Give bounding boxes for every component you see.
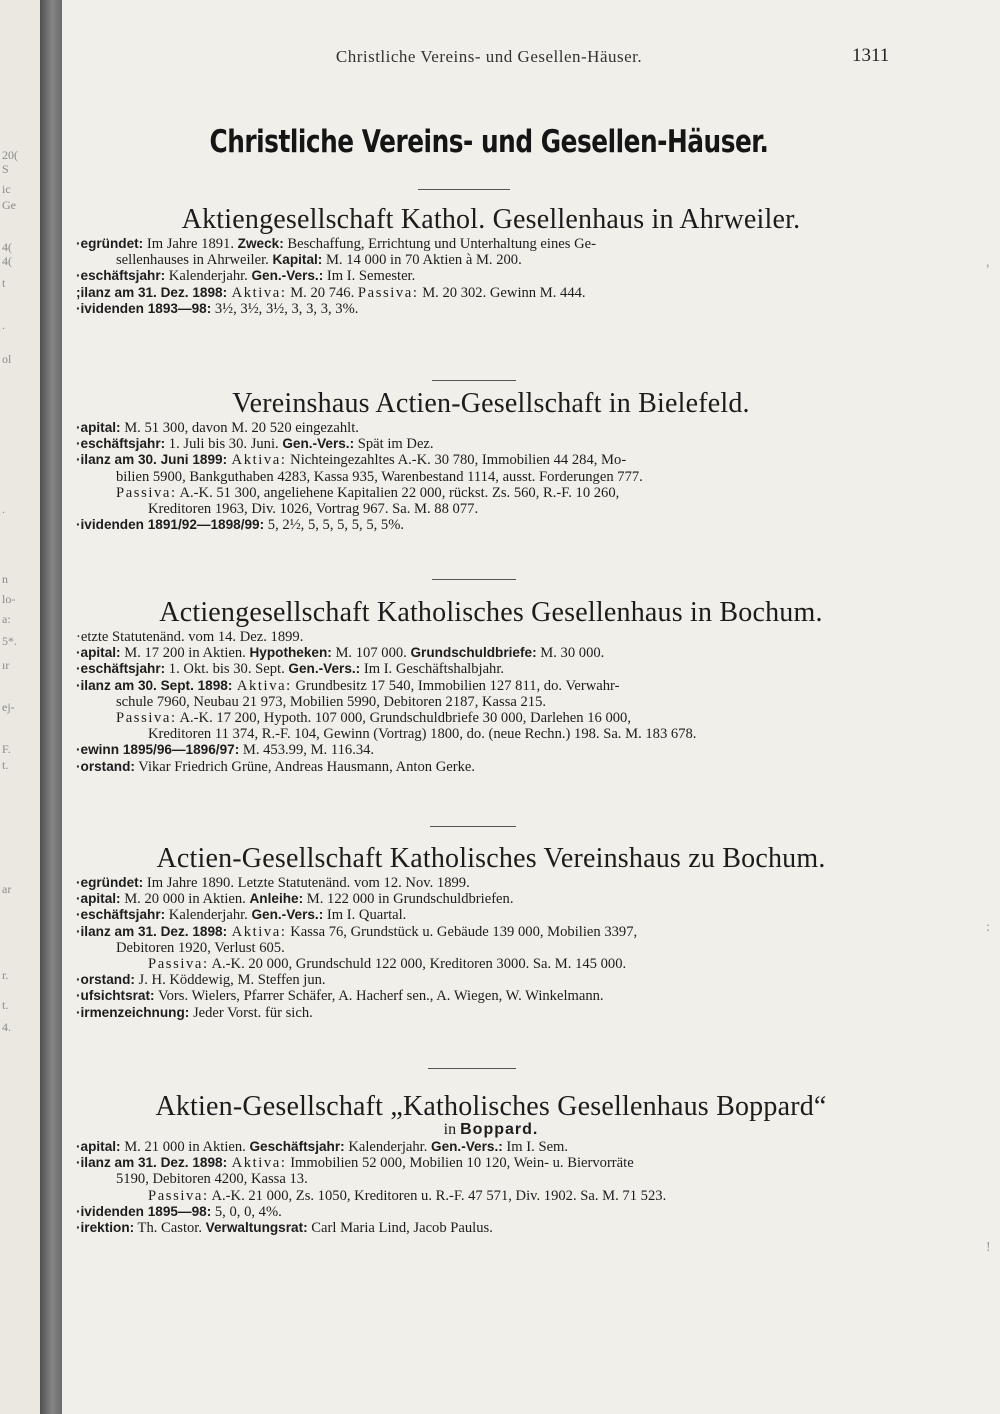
field-value: A.-K. 17 200, Hypoth. 107 000, Grundschuldbriefe 30 000, Darlehen 16 000, <box>176 710 632 727</box>
field-label: Gen.-Vers.: <box>251 907 324 923</box>
margin-fragment: n <box>2 572 8 586</box>
margin-fragment: . <box>2 502 5 516</box>
divider <box>432 579 516 580</box>
field-label: Gen.-Vers.: <box>431 1139 503 1154</box>
field-value: Im Jahre 1891. <box>143 236 238 252</box>
spaced-label: Aktiva: <box>227 452 287 469</box>
margin-fragment: 20( <box>2 148 18 162</box>
section-body <box>76 629 906 775</box>
field-value: Im Jahre 1890. Letzte Statutenänd. vom 12. Nov. 1899. <box>143 875 470 891</box>
spaced-label: Passiva: <box>116 710 177 727</box>
field-value: M. 20 000 in Aktien. <box>120 891 250 908</box>
margin-fragment: t <box>2 276 6 290</box>
margin-fragment: lo- <box>2 592 16 606</box>
field-value: Immobilien 52 000, Mobilien 10 120, Wein- u. Biervorräte <box>286 1155 634 1172</box>
margin-fragment: Ge <box>2 198 16 212</box>
field-label: ·apital: <box>76 420 121 435</box>
field-value: bilien 5900, Bankguthaben 4283, Kassa 935, Warenbestand 1114, ausst. Forderungen 777. <box>116 468 643 485</box>
field-label: Grundschuldbriefe: <box>410 645 537 661</box>
section-boppard <box>76 1091 906 1236</box>
section-body <box>76 875 906 1021</box>
field-value: Im I. Geschäftshalbjahr. <box>360 661 505 678</box>
spaced-label: Aktiva: <box>232 677 292 694</box>
field-label: ·egründet: <box>76 875 144 890</box>
section-body <box>76 1139 906 1236</box>
subtitle-prefix: in <box>443 1121 461 1138</box>
entry-line <box>76 485 906 501</box>
field-label: ·eschäftsjahr: <box>76 436 166 452</box>
section-bochum-vereinshaus <box>76 843 906 1021</box>
margin-fragment: t. <box>2 998 9 1012</box>
field-label: Gen.-Vers.: <box>288 661 361 677</box>
field-value: 3½, 3½, 3½, 3, 3, 3, 3%. <box>211 300 359 317</box>
field-label: ·ilanz am 31. Dez. 1898: <box>76 1155 228 1171</box>
field-label: ·ufsichtsrat: <box>76 988 155 1004</box>
entry-line <box>76 1005 906 1021</box>
field-label: Gen.-Vers.: <box>251 268 324 284</box>
entry-line <box>76 252 906 268</box>
field-value: M. 20 746. <box>286 284 358 301</box>
margin-fragment: ol <box>2 352 12 366</box>
field-label: ·apital: <box>76 645 121 661</box>
field-value: M. 122 000 in Grundschuldbriefen. <box>303 891 514 908</box>
field-label: ·egründet: <box>76 236 144 251</box>
section-subtitle <box>76 1121 906 1139</box>
entry-line <box>76 301 906 317</box>
entry-line <box>76 469 906 485</box>
field-value: Vors. Wielers, Pfarrer Schäfer, A. Hacherf sen., A. Wiegen, W. Winkelmann. <box>154 988 604 1005</box>
entry-line <box>76 645 906 661</box>
margin-mark: : <box>986 920 990 935</box>
spaced-label: Aktiva: <box>227 284 287 301</box>
spaced-label: Aktiva: <box>227 1155 287 1172</box>
spaced-label: Passiva: <box>357 284 419 301</box>
entry-line <box>76 726 906 742</box>
field-label: Verwaltungsrat: <box>205 1220 308 1236</box>
field-label: Kapital: <box>272 252 323 268</box>
entry-line <box>76 1155 906 1171</box>
entry-line <box>76 694 906 710</box>
entry-line <box>76 517 906 533</box>
field-value: Im I. Semester. <box>323 268 416 285</box>
field-value: Kreditoren 1963, Div. 1026, Vortrag 967. Sa. M. 88 077. <box>148 501 479 518</box>
margin-fragment: 5*. <box>2 634 17 648</box>
entry-line <box>76 678 906 694</box>
field-value: Im I. Quartal. <box>323 907 407 924</box>
entry-line <box>76 956 906 972</box>
entry-line <box>76 501 906 517</box>
entry-line <box>76 661 906 677</box>
field-value: Carl Maria Lind, Jacob Paulus. <box>307 1220 493 1237</box>
binding-shadow <box>40 0 62 1414</box>
field-value: 1. Juli bis 30. Juni. <box>165 436 283 453</box>
entry-line <box>76 452 906 468</box>
field-value: 5, 2½, 5, 5, 5, 5, 5, 5%. <box>264 517 405 534</box>
field-label: ;ilanz am 31. Dez. 1898: <box>76 284 228 300</box>
field-value: Kassa 76, Grundstück u. Gebäude 139 000, Mobilien 3397, <box>286 923 638 940</box>
entry-line <box>76 742 906 758</box>
field-value: M. 14 000 in 70 Aktien à M. 200. <box>322 252 522 269</box>
field-label: Hypotheken: <box>249 645 332 661</box>
field-value: ·etzte Statutenänd. vom 14. Dez. 1899. <box>76 629 304 645</box>
margin-fragment: t. <box>2 758 9 772</box>
margin-fragment: a: <box>2 612 11 626</box>
entry-line <box>76 1204 906 1220</box>
subtitle-place: Boppard. <box>460 1121 539 1138</box>
entry-line <box>76 1188 906 1204</box>
section-body <box>76 236 906 317</box>
field-value: J. H. Köddewig, M. Steffen jun. <box>134 972 326 989</box>
field-label: Anleihe: <box>249 891 304 907</box>
section-title: Actiengesellschaft Katholisches Gesellenhaus in Bochum. <box>159 597 823 628</box>
margin-fragment: r. <box>2 968 9 982</box>
margin-fragment: ır <box>2 658 10 672</box>
entry-line <box>76 924 906 940</box>
divider <box>432 380 516 381</box>
entry-line <box>76 436 906 452</box>
spaced-label: Aktiva: <box>227 923 287 940</box>
entry-line <box>76 710 906 726</box>
field-label: ·irektion: <box>76 1220 135 1236</box>
field-value: A.-K. 20 000, Grundschuld 122 000, Kreditoren 3000. Sa. M. 145 000. <box>208 956 627 973</box>
field-value: M. 51 300, davon M. 20 520 eingezahlt. <box>120 420 359 436</box>
entry-line <box>76 940 906 956</box>
field-value: M. 17 200 in Aktien. <box>120 645 250 662</box>
page-number: 1311 <box>852 45 890 66</box>
field-value: 5190, Debitoren 4200, Kassa 13. <box>116 1171 308 1188</box>
field-label: ·eschäftsjahr: <box>76 268 166 284</box>
entry-line <box>76 1171 906 1187</box>
gutter-fragments <box>0 0 40 1414</box>
margin-fragment: ar <box>2 882 12 896</box>
field-label: ·ilanz am 31. Dez. 1898: <box>76 923 228 939</box>
field-value: M. 30 000. <box>536 645 605 662</box>
field-value: schule 7960, Neubau 21 973, Mobilien 5990, Debitoren 2187, Kassa 215. <box>116 693 547 710</box>
section-bochum-gesellenhaus <box>76 597 906 775</box>
section-title: Aktiengesellschaft Kathol. Gesellenhaus in Ahrweiler. <box>181 204 801 235</box>
field-label: ·ilanz am 30. Sept. 1898: <box>76 677 233 693</box>
entry-line <box>76 875 906 891</box>
field-value: Th. Castor. <box>134 1220 206 1237</box>
margin-mark: ! <box>986 1240 991 1255</box>
field-label: ·irmenzeichnung: <box>76 1004 190 1020</box>
entry-line <box>76 629 906 645</box>
field-value: Im I. Sem. <box>502 1139 569 1155</box>
margin-fragment: S <box>2 162 9 176</box>
section-ahrweiler <box>76 204 906 317</box>
entry-line <box>76 268 906 284</box>
divider <box>428 1068 516 1069</box>
section-title: Vereinshaus Actien-Gesellschaft in Bielefeld. <box>232 388 750 419</box>
field-label: ·ilanz am 30. Juni 1899: <box>76 452 228 468</box>
field-value: M. 20 302. Gewinn M. 444. <box>418 284 586 301</box>
entry-line <box>76 891 906 907</box>
spaced-label: Passiva: <box>148 956 209 973</box>
running-head: Christliche Vereins- und Gesellen-Häuser. <box>335 47 643 66</box>
field-value: Spät im Dez. <box>354 436 434 453</box>
field-label: ·apital: <box>76 1139 121 1154</box>
field-value: Jeder Vorst. für sich. <box>189 1004 313 1021</box>
section-title: Actien-Gesellschaft Katholisches Vereinshaus zu Bochum. <box>156 843 826 874</box>
field-value: 1. Okt. bis 30. Sept. <box>165 661 289 678</box>
field-label: ·orstand: <box>76 972 135 988</box>
field-value: Vikar Friedrich Grüne, Andreas Hausmann, Anton Gerke. <box>134 758 476 775</box>
entry-line <box>76 1220 906 1236</box>
margin-fragment: ic <box>2 182 11 196</box>
section-title: Aktien-Gesellschaft „Katholisches Gesellenhaus Boppard“ <box>155 1091 827 1122</box>
field-value: M. 21 000 in Aktien. <box>120 1139 250 1155</box>
margin-fragment: F. <box>2 742 11 756</box>
section-body <box>76 420 906 533</box>
entry-line <box>76 907 906 923</box>
margin-fragment: ej- <box>2 700 15 714</box>
divider-main <box>418 189 510 190</box>
spaced-label: Passiva: <box>116 484 177 501</box>
margin-fragment: 4( <box>2 254 12 268</box>
field-value: A.-K. 51 300, angeliehene Kapitalien 22 000, rückst. Zs. 560, R.-F. 10 260, <box>176 484 620 501</box>
entry-line <box>76 972 906 988</box>
field-value: M. 107 000. <box>331 645 411 662</box>
margin-fragment: . <box>2 318 5 332</box>
margin-fragment: 4. <box>2 1020 11 1034</box>
field-label: ·orstand: <box>76 758 135 774</box>
field-label: ·ividenden 1895—98: <box>76 1203 212 1219</box>
field-value: Debitoren 1920, Verlust 605. <box>116 939 285 956</box>
entry-line <box>76 285 906 301</box>
field-label: ·apital: <box>76 891 121 907</box>
field-label: ·ividenden 1893—98: <box>76 300 212 316</box>
entry-line <box>76 988 906 1004</box>
field-label: ·ewinn 1895/96—1896/97: <box>76 742 240 758</box>
field-label: ·eschäftsjahr: <box>76 907 166 923</box>
entry-line <box>76 420 906 436</box>
main-heading: Christliche Vereins- und Gesellen-Häuser. <box>209 124 769 160</box>
field-value: Kalenderjahr. <box>344 1139 431 1155</box>
field-label: Zweck: <box>237 236 284 251</box>
field-value: Grundbesitz 17 540, Immobilien 127 811, do. Verwahr- <box>291 677 620 694</box>
field-value: Kreditoren 11 374, R.-F. 104, Gewinn (Vortrag) 1800, do. (neue Rechn.) 198. Sa. M. 183 678. <box>148 726 697 743</box>
field-value: Beschaffung, Errichtung und Unterhaltung eines Ge- <box>283 236 596 252</box>
spaced-label: Passiva: <box>148 1187 209 1204</box>
field-value: A.-K. 21 000, Zs. 1050, Kreditoren u. R.-F. 47 571, Div. 1902. Sa. M. 71 523. <box>208 1187 667 1204</box>
margin-fragment: 4( <box>2 240 12 254</box>
divider <box>430 826 516 827</box>
field-value: M. 453.99, M. 116.34. <box>239 742 375 759</box>
field-label: Geschäftsjahr: <box>249 1139 345 1154</box>
margin-mark: , <box>986 255 990 270</box>
section-bielefeld <box>76 388 906 533</box>
field-label: ·ividenden 1891/92—1898/99: <box>76 517 265 533</box>
field-value: Kalenderjahr. <box>165 268 252 285</box>
field-value: Kalenderjahr. <box>165 907 252 924</box>
field-value: sellenhauses in Ahrweiler. <box>116 252 273 269</box>
entry-line <box>76 759 906 775</box>
field-value: Nichteingezahltes A.-K. 30 780, Immobilien 44 284, Mo- <box>286 452 627 469</box>
field-label: ·eschäftsjahr: <box>76 661 166 677</box>
entry-line <box>76 1139 906 1155</box>
field-value: 5, 0, 0, 4%. <box>211 1203 282 1220</box>
entry-line <box>76 236 906 252</box>
field-label: Gen.-Vers.: <box>282 436 355 452</box>
